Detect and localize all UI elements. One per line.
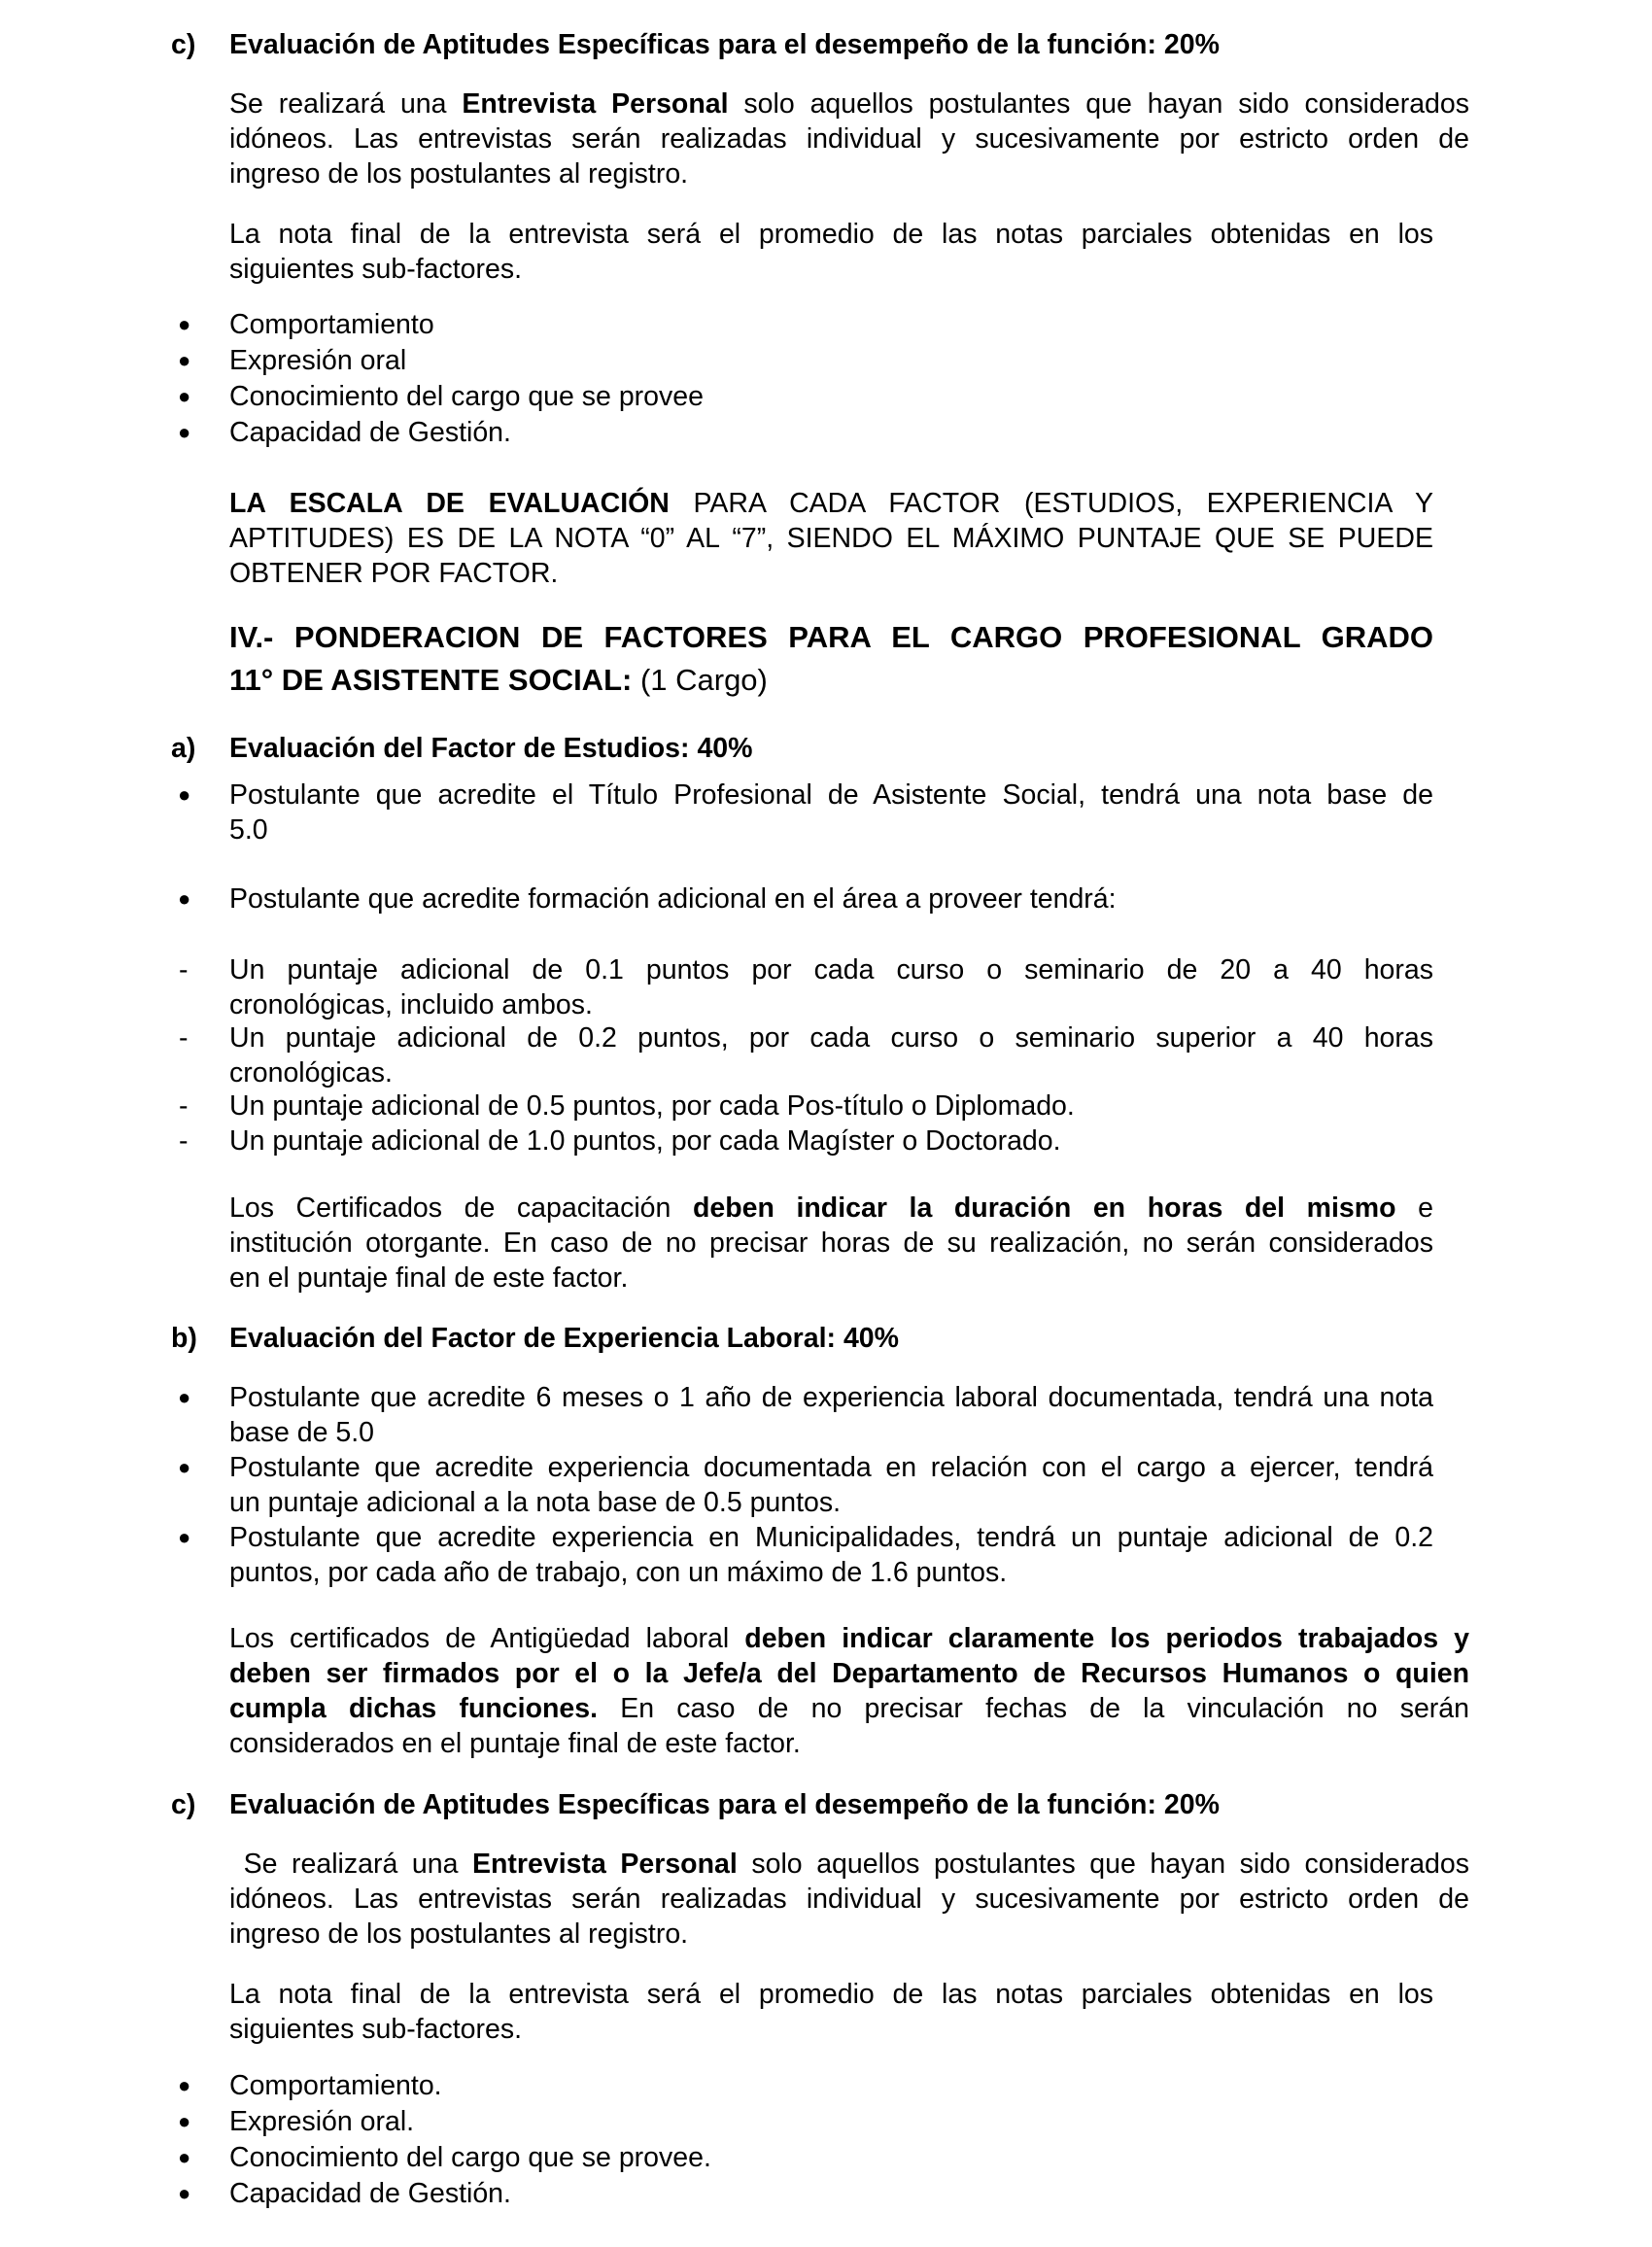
- paragraph-line: siguientes sub-factores.: [229, 254, 522, 285]
- section-heading: Evaluación del Factor de Estudios: 40%: [229, 733, 753, 764]
- bullet-icon: ●: [178, 782, 191, 807]
- paragraph-line: La nota final de la entrevista será el promedio de las notas parciales obtenidas en los: [229, 1979, 1433, 2010]
- paragraph-line: idóneos. Las entrevistas serán realizadas individual y sucesivamente por estricto orden de: [229, 123, 1469, 155]
- section-marker: c): [171, 1789, 196, 1820]
- bullet-icon: ●: [178, 348, 191, 372]
- bullet-icon: ●: [178, 384, 191, 408]
- bullet-icon: ●: [178, 2109, 191, 2133]
- bullet-icon: ●: [178, 2181, 191, 2205]
- document-page: c) Evaluación de Aptitudes Específicas para el desempeño de la función: 20% Se realizará una Entrevista Personal solo aquellos postulantes que hayan sido considerados idóneos. Las entrevistas serán realizadas individual y sucesivamente por estricto orden de ingreso de los postulantes al registro. La nota final de la entrevista será el promedio de las notas parciales obtenidas en los siguientes sub-factores. ● Comportamiento ● Expresión oral ● Conocimiento del cargo que se provee ● Capacidad de Gestión. LA ESCALA DE EVALUACIÓN PARA CADA FACTOR (ESTUDIOS, EXPERIENCIA Y APTITUDES) ES DE LA NOTA “0” AL “7”, SIENDO EL MÁXIMO PUNTAJE QUE SE PUEDE OBTENER POR FACTOR. IV.- PONDERACION DE FACTORES PARA EL CARGO PROFESIONAL GRADO 11° DE ASISTENTE SOCIAL: (1 Cargo) a) Evaluación del Factor de Estudios: 40% ● Postulante que acredite el Título Profesional de Asistente Social, tendrá una nota base de 5.0 ● Postulante que acredite formación adicional en el área a proveer tendrá: - Un puntaje adicional de 0.1 puntos por cada curso o seminario de 20 a 40 horas cronológicas, incluido ambos. - Un puntaje adicional de 0.2 puntos, por cada curso o seminario superior a 40 horas cronológicas. - Un puntaje adicional de 0.5 puntos, por cada Pos-título o Diplomado. - Un puntaje adicional de 1.0 puntos, por cada Magíster o Doctorado. Los Certificados de capacitación deben indicar la duración en horas del mismo e institución otorgante. En caso de no precisar horas de su realización, no serán considerados en el puntaje final de este factor. b) Evaluación del Factor de Experiencia Laboral: 40% ● Postulante que acredite 6 meses o 1 año de experiencia laboral documentada, tendrá una nota base de 5.0 ● Postulante que acredite experiencia documentada en relación con el cargo a ejercer, tendrá un puntaje adicional a la nota base de 0.5 puntos. ● Postulante que acredite experiencia en Municipalidades, tendrá un puntaje adicional de 0.2 puntos, por cada año de trabajo, con un máximo de 1.6 puntos. Los certificados de Antigüedad laboral deben indicar claramente los periodos trabajados y deben ser firmados por el o la Jefe/a del Departamento de Recursos Humanos o quien cumpla dichas funciones. En caso de no precisar fechas de la vinculación no serán considerados en el puntaje final de este factor. c) Evaluación de Aptitudes Específicas para el desempeño de la función: 20% Se realizará una Entrevista Personal solo aquellos postulantes que hayan sido considerados idóneos. Las entrevistas serán realizadas individual y sucesivamente por estricto orden de ingreso de los postulantes al registro. La nota final de la entrevista será el promedio de las notas parciales obtenidas en los siguientes sub-factores. ● Comportamiento. ● Expresión oral. ● Conocimiento del cargo que se provee. ● Capacidad de Gestión.: [171, 29, 1470, 2209]
- bullet-icon: ●: [178, 312, 191, 336]
- paragraph-line: La nota final de la entrevista será el promedio de las notas parciales obtenidas en los: [229, 219, 1433, 250]
- section-heading: Evaluación de Aptitudes Específicas para el desempeño de la función: 20%: [229, 29, 1220, 60]
- bullet-icon: ●: [178, 1385, 191, 1409]
- dash-marker: -: [179, 1090, 189, 1122]
- title-line: IV.- PONDERACION DE FACTORES PARA EL CARGO PROFESIONAL GRADO: [229, 620, 1433, 654]
- section-heading: Evaluación del Factor de Experiencia Laboral: 40%: [229, 1323, 899, 1354]
- section-marker: b): [171, 1323, 197, 1354]
- bullet-icon: ●: [178, 2145, 191, 2169]
- paragraph-line: ingreso de los postulantes al registro.: [229, 1919, 689, 1950]
- section-marker: a): [171, 733, 196, 764]
- bullet-icon: ●: [178, 1525, 191, 1549]
- bullet-icon: ●: [178, 2073, 191, 2097]
- paragraph-line: OBTENER POR FACTOR.: [229, 558, 559, 589]
- dash-marker: -: [179, 954, 189, 985]
- bullet-icon: ●: [178, 420, 191, 444]
- paragraph-line: idóneos. Las entrevistas serán realizadas individual y sucesivamente por estricto orden de: [229, 1884, 1469, 1915]
- paragraph-line: Se realizará una Entrevista Personal solo aquellos postulantes que hayan sido considerados: [229, 88, 1469, 120]
- bullet-icon: ●: [178, 1455, 191, 1479]
- paragraph-line: siguientes sub-factores.: [229, 2014, 522, 2045]
- dash-marker: -: [179, 1022, 189, 1054]
- paragraph-line: LA ESCALA DE EVALUACIÓN PARA CADA FACTOR (ESTUDIOS, EXPERIENCIA Y: [229, 488, 1433, 519]
- section-heading: Evaluación de Aptitudes Específicas para el desempeño de la función: 20%: [229, 1789, 1220, 1820]
- paragraph-line: ingreso de los postulantes al registro.: [229, 158, 689, 190]
- paragraph-line: Se realizará una Entrevista Personal solo aquellos postulantes que hayan sido considerados: [229, 1849, 1470, 1880]
- bullet-icon: ●: [178, 886, 191, 911]
- section-marker: c): [171, 29, 196, 60]
- title-line: 11° DE ASISTENTE SOCIAL: (1 Cargo): [229, 663, 768, 697]
- dash-marker: -: [179, 1125, 189, 1157]
- paragraph-line: APTITUDES) ES DE LA NOTA “0” AL “7”, SIENDO EL MÁXIMO PUNTAJE QUE SE PUEDE: [229, 523, 1433, 554]
